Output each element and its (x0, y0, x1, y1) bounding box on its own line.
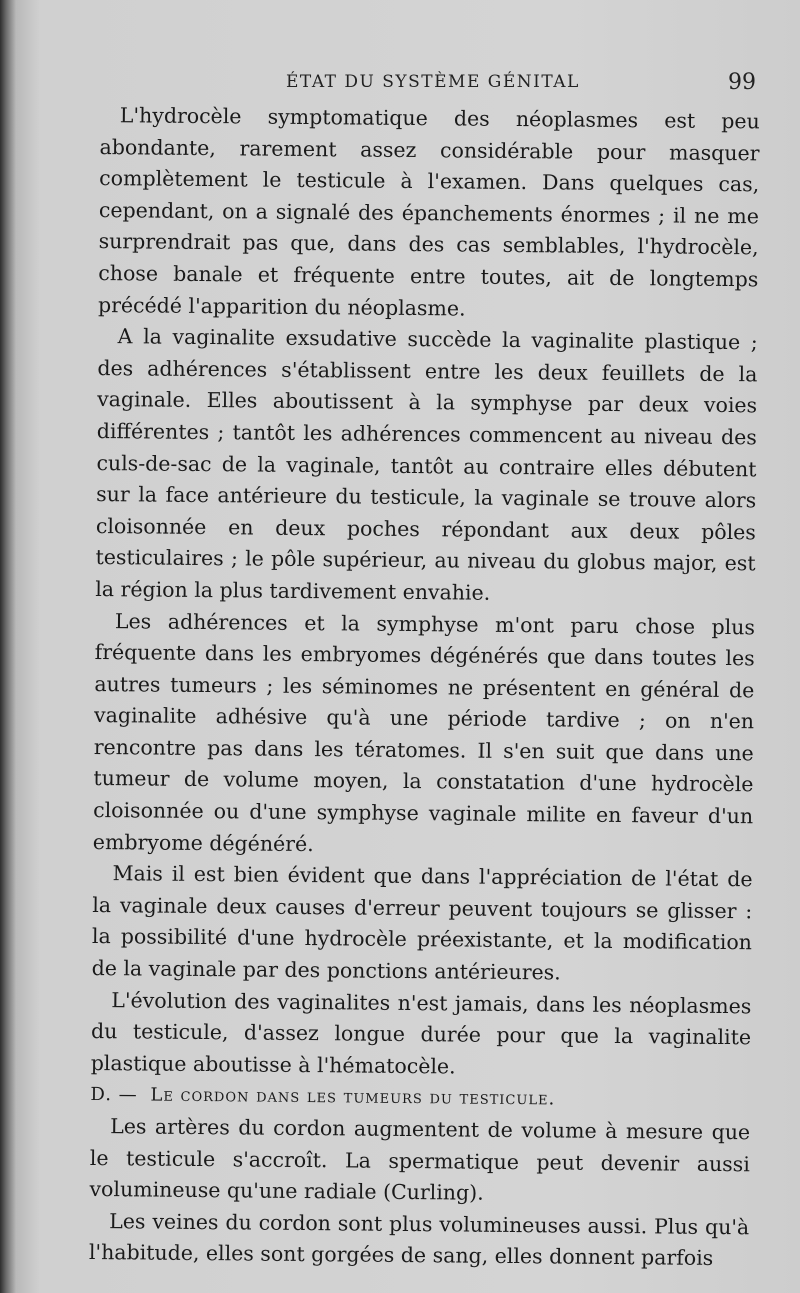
paragraph: Les artères du cordon augmentent de volume à mesure que le testicule s'accroît. La spermatique peut devenir aussi volumineuse qu'une radiale (Curling). (89, 1114, 751, 1205)
paragraph: L'hydrocèle symptomatique des néoplasmes est peu abondante, rarement assez considérable pour masquer complètement le testicule à l'examen. Dans quelques cas, cependant, on a signalé des épanchements énormes ; il ne me surprendrait pas que, dans des cas semblables, l'hydrocèle, chose banale et fréquente entre toutes, ait de longtemps précédé l'apparition du néoplasme. (97, 103, 760, 321)
page-header (0, 64, 800, 104)
paragraph: A la vaginalite exsudative succède la vaginalite plastique ; des adhérences s'établissent entre les deux feuillets de la vaginale. Elles aboutissent à la symphyse par deux voies différentes ; tantôt les adhérences commencent au niveau des culs-de-sac de la vaginale, tantôt au contraire elles débutent sur la face antérieure du testicule, la vaginale se trouve alors cloisonnée en deux poches répondant aux deux pôles testiculaires ; le pôle supérieur, au niveau du globus major, est la région la plus tardivement envahie. (95, 324, 758, 605)
paragraph: Mais il est bien évident que dans l'appréciation de l'état de la vaginale deux causes d'erreur peuvent toujours se glisser : la possibilité d'une hydrocèle préexistante, et la modification de la vaginale par des ponctions antérieures. (91, 861, 753, 985)
paragraph: Les veines du cordon sont plus volumineuses aussi. Plus qu'à l'habitude, elles sont gorgées de sang, elles donnent parfois (88, 1208, 750, 1271)
paragraph: Les adhérences et la symphyse m'ont paru chose plus fréquente dans les embryomes dégénérés que dans toutes les autres tumeurs ; les séminomes ne présentent en général de vaginalite adhésive qu'à une période tardive ; on n'en rencontre pas dans les tératomes. Il s'en suit que dans une tumeur de volume moyen, la constatation d'une hydrocèle cloisonnée ou d'une symphyse vaginale milite en faveur d'un embryome dégénéré. (92, 608, 756, 856)
page-number: 99 (728, 70, 756, 95)
running-title: ÉTAT DU SYSTÈME GÉNITAL (286, 72, 580, 92)
paragraph: L'évolution des vaginalites n'est jamais, dans les néoplasmes du testicule, d'assez longue durée pour que la vaginalite plastique aboutisse à l'hématocèle. (90, 987, 752, 1079)
section-letter: D. — (90, 1084, 138, 1106)
section-title: Le cordon dans les tumeurs du testicule. (150, 1084, 556, 1110)
body-text (89, 100, 760, 1275)
